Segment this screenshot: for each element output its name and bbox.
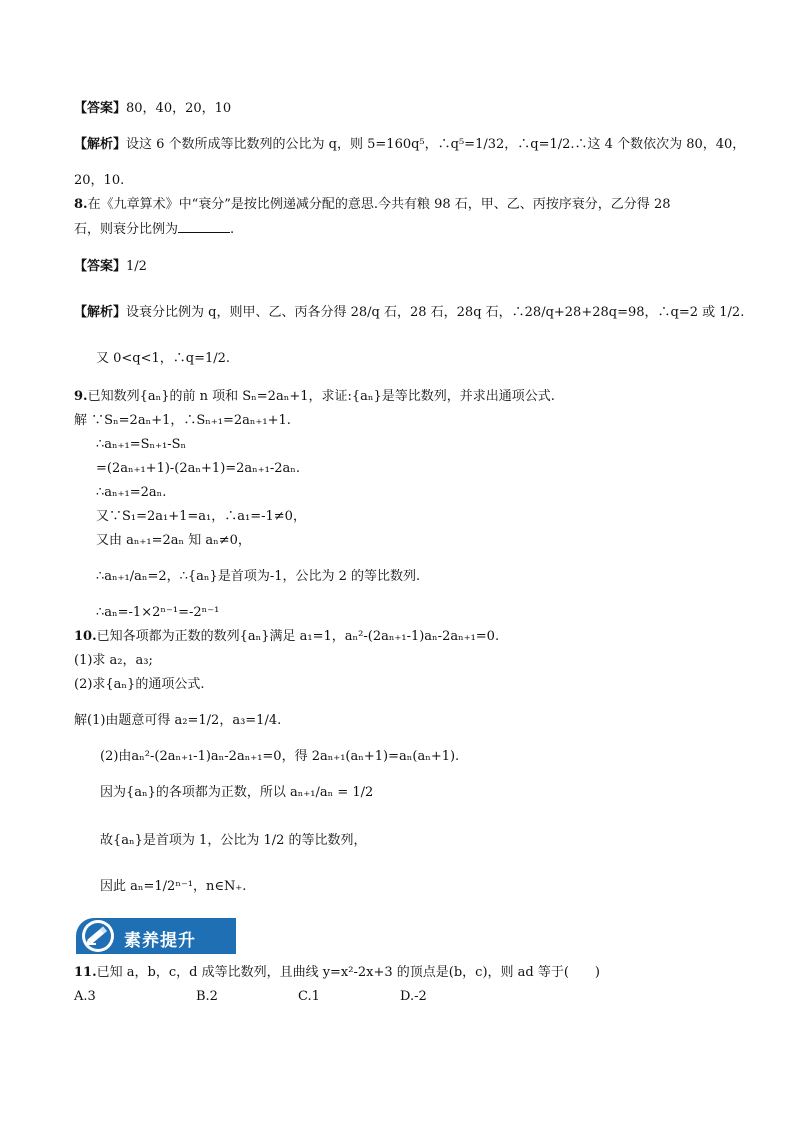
q9-solution-line: ∴aₙ₊₁/aₙ=2，∴{aₙ}是首项为-1，公比为 2 的等比数列. bbox=[96, 569, 421, 584]
q10-stem bbox=[74, 628, 499, 646]
q10-solution-line: 因为{aₙ}的各项都为正数，所以 aₙ₊₁/aₙ = 1/2 bbox=[100, 785, 374, 800]
question-text: 石，则衰分比例为 bbox=[74, 222, 179, 237]
q10-solution-line: 故{aₙ}是首项为 1，公比为 1/2 的等比数列， bbox=[100, 833, 367, 848]
q7-analysis bbox=[74, 136, 745, 154]
q10-solution-line: 因此 aₙ=1/2ⁿ⁻¹，n∈N₊. bbox=[100, 879, 247, 894]
q11-stem bbox=[74, 964, 600, 982]
q9-solution-line: ∴aₙ=-1×2ⁿ⁻¹=-2ⁿ⁻¹ bbox=[96, 605, 220, 620]
q9-solution-line: =(2aₙ₊₁+1)-(2aₙ+1)=2aₙ₊₁-2aₙ. bbox=[96, 461, 301, 476]
option-a: A.3 bbox=[74, 989, 96, 1004]
q9-solution-line: 又由 aₙ₊₁=2aₙ 知 aₙ≠0， bbox=[96, 533, 251, 548]
question-number: 9. bbox=[74, 389, 88, 404]
question-number: 11. bbox=[74, 965, 97, 980]
q8-answer bbox=[74, 258, 147, 276]
answer-text: 1/2 bbox=[126, 259, 147, 274]
q9-solution-line: 解 ∵Sₙ=2aₙ+1，∴Sₙ₊₁=2aₙ₊₁+1. bbox=[74, 413, 291, 428]
q9-solution-line: ∴aₙ₊₁=2aₙ. bbox=[96, 485, 167, 500]
q8-analysis-continued: 又 0<q<1，∴q=1/2. bbox=[96, 351, 231, 366]
analysis-text: 设这 6 个数所成等比数列的公比为 q，则 5=160q⁵，∴q⁵=1/32，∴q=1/2.∴这 4 个数依次为 80，40， bbox=[126, 137, 746, 152]
q8-analysis bbox=[74, 304, 744, 322]
q10-solution-line: (2)由aₙ²-(2aₙ₊₁-1)aₙ-2aₙ₊₁=0，得 2aₙ₊₁(aₙ+1)=aₙ(aₙ+1). bbox=[100, 749, 460, 764]
question-text: 已知数列{aₙ}的前 n 项和 Sₙ=2aₙ+1，求证:{aₙ}是等比数列，并求出通项公式. bbox=[87, 389, 555, 404]
analysis-label: 【解析】 bbox=[74, 305, 127, 320]
q10-solution-line: 解(1)由题意可得 a₂=1/2，a₃=1/4. bbox=[74, 713, 282, 728]
question-number: 10. bbox=[74, 629, 97, 644]
q10-part-2: (2)求{aₙ}的通项公式. bbox=[74, 677, 205, 692]
answer-blank bbox=[178, 220, 230, 233]
q7-answer bbox=[74, 100, 231, 118]
option-d: D.-2 bbox=[400, 989, 427, 1004]
option-b: B.2 bbox=[196, 989, 218, 1004]
question-text: 在《九章算术》中“衰分”是按比例递减分配的意思.今共有粮 98 石，甲、乙、丙按序衰分，乙分得 28 bbox=[87, 197, 671, 212]
answer-label: 【答案】 bbox=[74, 259, 127, 274]
answer-text: 80，40，20，10 bbox=[126, 101, 232, 116]
pencil-ruler-icon bbox=[76, 918, 120, 954]
question-text: 已知各项都为正数的数列{aₙ}满足 a₁=1，aₙ²-(2aₙ₊₁-1)aₙ-2aₙ₊₁=0. bbox=[96, 629, 500, 644]
question-number: 8. bbox=[74, 197, 88, 212]
q10-part-1: (1)求 a₂，a₃; bbox=[74, 653, 153, 668]
section-banner bbox=[76, 918, 236, 954]
q8-stem-line-2: 石，则衰分比例为 . bbox=[74, 222, 235, 237]
q9-stem bbox=[74, 388, 555, 406]
analysis-label: 【解析】 bbox=[74, 137, 127, 152]
q7-analysis-continued: 20，10. bbox=[74, 173, 125, 188]
question-text: 已知 a，b，c，d 成等比数列，且曲线 y=x²-2x+3 的顶点是(b，c)，则 ad 等于( ) bbox=[96, 965, 600, 980]
q9-solution-line: ∴aₙ₊₁=Sₙ₊₁-Sₙ bbox=[96, 437, 187, 452]
answer-label: 【答案】 bbox=[74, 101, 127, 116]
analysis-text: 设衰分比例为 q，则甲、乙、丙各分得 28/q 石，28 石，28q 石，∴28/q+28+28q=98，∴q=2 或 1/2. bbox=[126, 305, 745, 320]
q9-solution-line: 又∵S₁=2a₁+1=a₁，∴a₁=-1≠0， bbox=[96, 509, 306, 524]
option-c: C.1 bbox=[298, 989, 320, 1004]
q8-stem-line-1 bbox=[74, 196, 670, 214]
section-title: 素养提升 bbox=[124, 931, 196, 951]
